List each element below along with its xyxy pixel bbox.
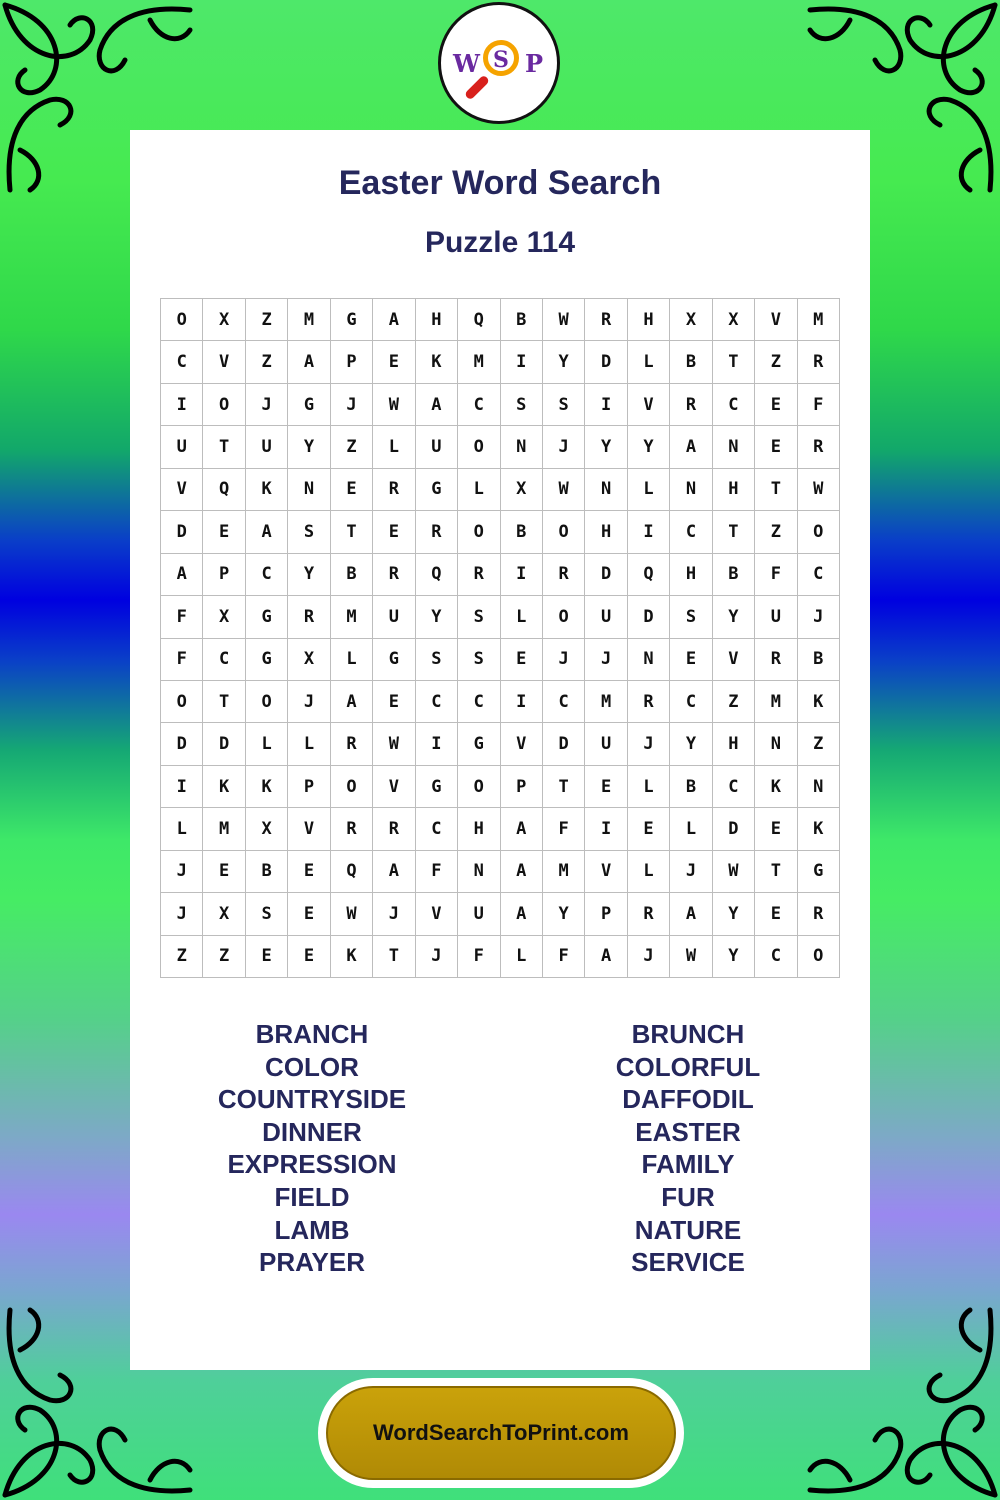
site-badge[interactable]: [318, 1378, 684, 1488]
word-list-item: FIELD: [274, 1181, 350, 1212]
grid-cell[interactable]: V: [161, 469, 203, 511]
grid-cell[interactable]: G: [288, 384, 330, 426]
grid-cell[interactable]: D: [628, 596, 670, 638]
grid-cell[interactable]: Q: [203, 469, 245, 511]
grid-cell[interactable]: H: [670, 554, 712, 596]
grid-cell[interactable]: W: [543, 299, 585, 341]
grid-cell[interactable]: E: [670, 639, 712, 681]
grid-cell[interactable]: L: [161, 808, 203, 850]
grid-cell[interactable]: D: [543, 723, 585, 765]
grid-cell[interactable]: K: [331, 936, 373, 978]
grid-cell[interactable]: J: [373, 893, 415, 935]
grid-cell[interactable]: J: [628, 723, 670, 765]
grid-cell[interactable]: B: [501, 511, 543, 553]
grid-cell[interactable]: R: [543, 554, 585, 596]
grid-cell[interactable]: R: [798, 426, 840, 468]
grid-cell[interactable]: N: [585, 469, 627, 511]
grid-cell[interactable]: J: [585, 639, 627, 681]
grid-cell[interactable]: J: [543, 426, 585, 468]
grid-cell[interactable]: J: [416, 936, 458, 978]
grid-cell[interactable]: C: [798, 554, 840, 596]
grid-cell[interactable]: G: [416, 766, 458, 808]
grid-cell[interactable]: Y: [585, 426, 627, 468]
grid-cell[interactable]: L: [670, 808, 712, 850]
grid-cell[interactable]: F: [161, 596, 203, 638]
grid-cell[interactable]: K: [246, 469, 288, 511]
grid-cell[interactable]: Q: [458, 299, 500, 341]
grid-cell[interactable]: G: [246, 596, 288, 638]
grid-cell[interactable]: S: [288, 511, 330, 553]
grid-cell[interactable]: K: [203, 766, 245, 808]
grid-cell[interactable]: U: [373, 596, 415, 638]
grid-cell[interactable]: E: [585, 766, 627, 808]
grid-cell[interactable]: W: [373, 723, 415, 765]
grid-cell[interactable]: S: [246, 893, 288, 935]
grid-cell[interactable]: K: [798, 681, 840, 723]
grid-cell[interactable]: X: [670, 299, 712, 341]
grid-cell[interactable]: C: [713, 766, 755, 808]
grid-cell[interactable]: X: [203, 893, 245, 935]
grid-cell[interactable]: R: [331, 808, 373, 850]
grid-cell[interactable]: R: [458, 554, 500, 596]
grid-cell[interactable]: A: [501, 893, 543, 935]
grid-cell[interactable]: X: [713, 299, 755, 341]
grid-cell[interactable]: T: [331, 511, 373, 553]
grid-cell[interactable]: V: [628, 384, 670, 426]
word-list-item: COLORFUL: [615, 1051, 761, 1082]
grid-cell[interactable]: T: [713, 511, 755, 553]
grid-cell[interactable]: O: [543, 511, 585, 553]
grid-cell[interactable]: D: [161, 723, 203, 765]
grid-cell[interactable]: W: [798, 469, 840, 511]
grid-cell[interactable]: J: [543, 639, 585, 681]
grid-cell[interactable]: I: [628, 511, 670, 553]
grid-cell[interactable]: R: [373, 808, 415, 850]
grid-cell[interactable]: U: [246, 426, 288, 468]
grid-cell[interactable]: L: [331, 639, 373, 681]
grid-cell[interactable]: P: [501, 766, 543, 808]
grid-cell[interactable]: V: [501, 723, 543, 765]
grid-cell[interactable]: H: [416, 299, 458, 341]
grid-cell[interactable]: F: [416, 851, 458, 893]
grid-cell[interactable]: E: [373, 681, 415, 723]
grid-cell[interactable]: E: [246, 936, 288, 978]
grid-cell[interactable]: Y: [288, 426, 330, 468]
grid-cell[interactable]: R: [416, 511, 458, 553]
grid-cell[interactable]: I: [501, 681, 543, 723]
grid-cell[interactable]: K: [246, 766, 288, 808]
grid-cell[interactable]: I: [416, 723, 458, 765]
grid-cell[interactable]: Q: [416, 554, 458, 596]
word-list-item: BRUNCH: [631, 1019, 745, 1049]
grid-cell[interactable]: M: [203, 808, 245, 850]
grid-cell[interactable]: Q: [628, 554, 670, 596]
grid-cell[interactable]: H: [585, 511, 627, 553]
word-list-item: NATURE: [634, 1214, 742, 1245]
grid-cell[interactable]: F: [543, 808, 585, 850]
grid-cell[interactable]: L: [288, 723, 330, 765]
grid-cell[interactable]: F: [458, 936, 500, 978]
grid-cell[interactable]: Z: [203, 936, 245, 978]
grid-cell[interactable]: Z: [246, 299, 288, 341]
grid-cell[interactable]: U: [161, 426, 203, 468]
grid-cell[interactable]: W: [331, 893, 373, 935]
grid-cell[interactable]: X: [501, 469, 543, 511]
grid-cell[interactable]: J: [670, 851, 712, 893]
grid-cell[interactable]: O: [246, 681, 288, 723]
word-list-item: PRAYER: [259, 1247, 365, 1278]
grid-cell[interactable]: R: [288, 596, 330, 638]
grid-cell[interactable]: C: [416, 808, 458, 850]
grid-cell[interactable]: B: [331, 554, 373, 596]
word-list-item: FUR: [661, 1181, 715, 1212]
grid-cell[interactable]: V: [416, 893, 458, 935]
grid-cell[interactable]: E: [288, 936, 330, 978]
grid-cell[interactable]: Y: [416, 596, 458, 638]
grid-cell[interactable]: E: [373, 341, 415, 383]
grid-cell[interactable]: I: [161, 384, 203, 426]
grid-cell[interactable]: R: [798, 341, 840, 383]
grid-cell[interactable]: Y: [713, 893, 755, 935]
grid-cell[interactable]: A: [331, 681, 373, 723]
grid-cell[interactable]: B: [670, 766, 712, 808]
word-list-item: LAMB: [274, 1214, 350, 1245]
wsp-logo: [438, 2, 560, 124]
grid-cell[interactable]: W: [670, 936, 712, 978]
grid-cell[interactable]: G: [458, 723, 500, 765]
grid-cell[interactable]: C: [458, 384, 500, 426]
grid-cell[interactable]: L: [501, 596, 543, 638]
grid-cell[interactable]: V: [288, 808, 330, 850]
grid-cell[interactable]: Y: [543, 893, 585, 935]
grid-cell[interactable]: A: [288, 341, 330, 383]
grid-cell[interactable]: I: [501, 554, 543, 596]
grid-cell[interactable]: N: [458, 851, 500, 893]
grid-cell[interactable]: Z: [713, 681, 755, 723]
grid-cell[interactable]: Z: [246, 341, 288, 383]
grid-cell[interactable]: M: [755, 681, 797, 723]
word-list-item: COLOR: [265, 1051, 359, 1082]
grid-cell[interactable]: T: [203, 426, 245, 468]
grid-cell[interactable]: D: [161, 511, 203, 553]
grid-cell[interactable]: O: [161, 681, 203, 723]
grid-cell[interactable]: S: [416, 639, 458, 681]
grid-cell[interactable]: I: [161, 766, 203, 808]
magnifier-handle-icon: [464, 74, 490, 100]
grid-cell[interactable]: F: [798, 384, 840, 426]
grid-cell[interactable]: B: [501, 299, 543, 341]
grid-cell[interactable]: D: [585, 341, 627, 383]
grid-cell[interactable]: C: [416, 681, 458, 723]
grid-cell[interactable]: C: [670, 511, 712, 553]
grid-cell[interactable]: L: [628, 851, 670, 893]
grid-cell[interactable]: T: [713, 341, 755, 383]
grid-cell[interactable]: N: [755, 723, 797, 765]
grid-cell[interactable]: F: [543, 936, 585, 978]
grid-cell[interactable]: O: [161, 299, 203, 341]
grid-cell[interactable]: E: [203, 851, 245, 893]
grid-cell[interactable]: T: [203, 681, 245, 723]
grid-cell[interactable]: M: [585, 681, 627, 723]
grid-cell[interactable]: E: [755, 893, 797, 935]
grid-cell[interactable]: F: [755, 554, 797, 596]
grid-cell[interactable]: A: [501, 808, 543, 850]
grid-cell[interactable]: B: [798, 639, 840, 681]
grid-cell[interactable]: W: [543, 469, 585, 511]
grid-cell[interactable]: Q: [331, 851, 373, 893]
grid-cell[interactable]: R: [373, 554, 415, 596]
site-link[interactable]: WordSearchToPrint.com: [326, 1386, 676, 1480]
grid-cell[interactable]: Z: [161, 936, 203, 978]
grid-cell[interactable]: G: [331, 299, 373, 341]
logo-letter-w: W: [453, 49, 480, 78]
grid-cell[interactable]: R: [331, 723, 373, 765]
word-list-item: EASTER: [635, 1116, 741, 1147]
grid-cell[interactable]: S: [458, 596, 500, 638]
grid-cell[interactable]: O: [458, 511, 500, 553]
grid-cell[interactable]: W: [373, 384, 415, 426]
grid-cell[interactable]: N: [288, 469, 330, 511]
grid-cell[interactable]: M: [288, 299, 330, 341]
grid-cell[interactable]: I: [501, 341, 543, 383]
grid-cell[interactable]: Z: [755, 341, 797, 383]
grid-cell[interactable]: L: [373, 426, 415, 468]
grid-cell[interactable]: J: [161, 893, 203, 935]
grid-cell[interactable]: G: [416, 469, 458, 511]
grid-cell[interactable]: G: [373, 639, 415, 681]
grid-cell[interactable]: K: [798, 808, 840, 850]
grid-cell[interactable]: D: [203, 723, 245, 765]
grid-cell[interactable]: H: [713, 469, 755, 511]
grid-cell[interactable]: J: [331, 384, 373, 426]
grid-cell[interactable]: P: [203, 554, 245, 596]
grid-cell[interactable]: O: [458, 426, 500, 468]
logo-letter-s: S: [493, 47, 509, 73]
grid-cell[interactable]: U: [755, 596, 797, 638]
grid-cell[interactable]: C: [713, 384, 755, 426]
grid-cell[interactable]: X: [246, 808, 288, 850]
grid-cell[interactable]: K: [416, 341, 458, 383]
grid-cell[interactable]: O: [331, 766, 373, 808]
grid-cell[interactable]: B: [246, 851, 288, 893]
grid-cell[interactable]: Y: [713, 936, 755, 978]
grid-cell[interactable]: A: [670, 893, 712, 935]
grid-cell[interactable]: C: [755, 936, 797, 978]
grid-cell[interactable]: V: [585, 851, 627, 893]
letter-grid[interactable]: [160, 298, 840, 978]
grid-cell[interactable]: G: [246, 639, 288, 681]
grid-cell[interactable]: R: [798, 893, 840, 935]
grid-cell[interactable]: U: [585, 723, 627, 765]
grid-cell[interactable]: J: [161, 851, 203, 893]
grid-cell[interactable]: E: [331, 469, 373, 511]
grid-cell[interactable]: S: [543, 384, 585, 426]
grid-cell[interactable]: Z: [755, 511, 797, 553]
grid-cell[interactable]: O: [798, 936, 840, 978]
grid-cell[interactable]: M: [331, 596, 373, 638]
grid-cell[interactable]: M: [798, 299, 840, 341]
grid-cell[interactable]: Z: [798, 723, 840, 765]
grid-cell[interactable]: L: [628, 469, 670, 511]
grid-cell[interactable]: K: [755, 766, 797, 808]
grid-cell[interactable]: O: [458, 766, 500, 808]
grid-cell[interactable]: D: [713, 808, 755, 850]
grid-cell[interactable]: E: [755, 808, 797, 850]
grid-cell[interactable]: Y: [288, 554, 330, 596]
grid-cell[interactable]: Y: [713, 596, 755, 638]
grid-cell[interactable]: E: [203, 511, 245, 553]
grid-cell[interactable]: T: [373, 936, 415, 978]
word-list-item: COUNTRYSIDE: [217, 1084, 407, 1115]
grid-cell[interactable]: P: [288, 766, 330, 808]
logo-letter-p: P: [524, 49, 543, 78]
grid-cell[interactable]: C: [161, 341, 203, 383]
grid-cell[interactable]: R: [755, 639, 797, 681]
puzzle-number: Puzzle 114: [424, 226, 576, 259]
grid-cell[interactable]: N: [798, 766, 840, 808]
grid-cell[interactable]: P: [585, 893, 627, 935]
grid-cell[interactable]: M: [458, 341, 500, 383]
grid-cell[interactable]: Z: [331, 426, 373, 468]
grid-cell[interactable]: O: [543, 596, 585, 638]
grid-cell[interactable]: L: [246, 723, 288, 765]
grid-cell[interactable]: G: [798, 851, 840, 893]
grid-cell[interactable]: X: [203, 299, 245, 341]
word-list-item: SERVICE: [631, 1247, 745, 1278]
grid-cell[interactable]: H: [458, 808, 500, 850]
grid-cell[interactable]: P: [331, 341, 373, 383]
grid-cell[interactable]: O: [203, 384, 245, 426]
page-title: Easter Word Search: [338, 164, 662, 202]
grid-cell[interactable]: U: [416, 426, 458, 468]
grid-cell[interactable]: X: [203, 596, 245, 638]
grid-cell[interactable]: Y: [628, 426, 670, 468]
grid-cell[interactable]: H: [713, 723, 755, 765]
grid-cell[interactable]: C: [458, 681, 500, 723]
grid-cell[interactable]: A: [416, 384, 458, 426]
grid-cell[interactable]: C: [543, 681, 585, 723]
grid-cell[interactable]: E: [288, 893, 330, 935]
grid-cell[interactable]: V: [373, 766, 415, 808]
grid-cell[interactable]: V: [203, 341, 245, 383]
grid-cell[interactable]: T: [755, 851, 797, 893]
grid-cell[interactable]: E: [373, 511, 415, 553]
grid-cell[interactable]: W: [713, 851, 755, 893]
grid-cell[interactable]: A: [373, 851, 415, 893]
grid-cell[interactable]: J: [246, 384, 288, 426]
grid-cell[interactable]: R: [585, 299, 627, 341]
grid-cell[interactable]: E: [628, 808, 670, 850]
grid-cell[interactable]: T: [543, 766, 585, 808]
grid-cell[interactable]: J: [288, 681, 330, 723]
grid-cell[interactable]: U: [458, 893, 500, 935]
grid-cell[interactable]: L: [458, 469, 500, 511]
grid-cell[interactable]: A: [246, 511, 288, 553]
word-list-item: FAMILY: [641, 1149, 735, 1180]
grid-cell[interactable]: V: [713, 639, 755, 681]
word-list-item: DINNER: [262, 1116, 362, 1147]
grid-cell[interactable]: R: [373, 469, 415, 511]
word-list-item: EXPRESSION: [227, 1149, 397, 1180]
grid-cell[interactable]: N: [628, 639, 670, 681]
grid-cell[interactable]: L: [501, 936, 543, 978]
word-list-right: [538, 1018, 838, 1279]
grid-cell[interactable]: L: [628, 766, 670, 808]
grid-cell[interactable]: H: [628, 299, 670, 341]
grid-cell[interactable]: L: [628, 341, 670, 383]
grid-cell[interactable]: J: [628, 936, 670, 978]
grid-cell[interactable]: E: [755, 384, 797, 426]
grid-cell[interactable]: B: [713, 554, 755, 596]
grid-cell[interactable]: O: [798, 511, 840, 553]
word-list-item: DAFFODIL: [622, 1084, 754, 1115]
grid-cell[interactable]: E: [755, 426, 797, 468]
grid-cell[interactable]: S: [458, 639, 500, 681]
grid-cell[interactable]: M: [543, 851, 585, 893]
grid-cell[interactable]: Y: [543, 341, 585, 383]
word-list-item: BRANCH: [255, 1019, 369, 1049]
grid-cell[interactable]: F: [161, 639, 203, 681]
grid-cell[interactable]: E: [288, 851, 330, 893]
grid-cell[interactable]: S: [670, 596, 712, 638]
grid-cell[interactable]: N: [670, 469, 712, 511]
grid-cell[interactable]: B: [670, 341, 712, 383]
grid-cell[interactable]: J: [798, 596, 840, 638]
grid-cell[interactable]: V: [755, 299, 797, 341]
word-list-left: [162, 1018, 462, 1279]
grid-cell[interactable]: N: [713, 426, 755, 468]
grid-cell[interactable]: A: [161, 554, 203, 596]
grid-cell[interactable]: I: [585, 384, 627, 426]
grid-cell[interactable]: U: [585, 596, 627, 638]
grid-cell[interactable]: C: [670, 681, 712, 723]
grid-cell[interactable]: D: [585, 554, 627, 596]
grid-cell[interactable]: I: [585, 808, 627, 850]
grid-cell[interactable]: A: [373, 299, 415, 341]
grid-cell[interactable]: S: [501, 384, 543, 426]
grid-cell[interactable]: A: [501, 851, 543, 893]
grid-cell[interactable]: R: [628, 893, 670, 935]
grid-cell[interactable]: N: [501, 426, 543, 468]
grid-cell[interactable]: X: [288, 639, 330, 681]
grid-cell[interactable]: T: [755, 469, 797, 511]
grid-cell[interactable]: Y: [670, 723, 712, 765]
grid-cell[interactable]: C: [246, 554, 288, 596]
grid-cell[interactable]: E: [501, 639, 543, 681]
grid-cell[interactable]: C: [203, 639, 245, 681]
grid-cell[interactable]: R: [628, 681, 670, 723]
grid-cell[interactable]: R: [670, 384, 712, 426]
grid-cell[interactable]: A: [670, 426, 712, 468]
grid-cell[interactable]: A: [585, 936, 627, 978]
